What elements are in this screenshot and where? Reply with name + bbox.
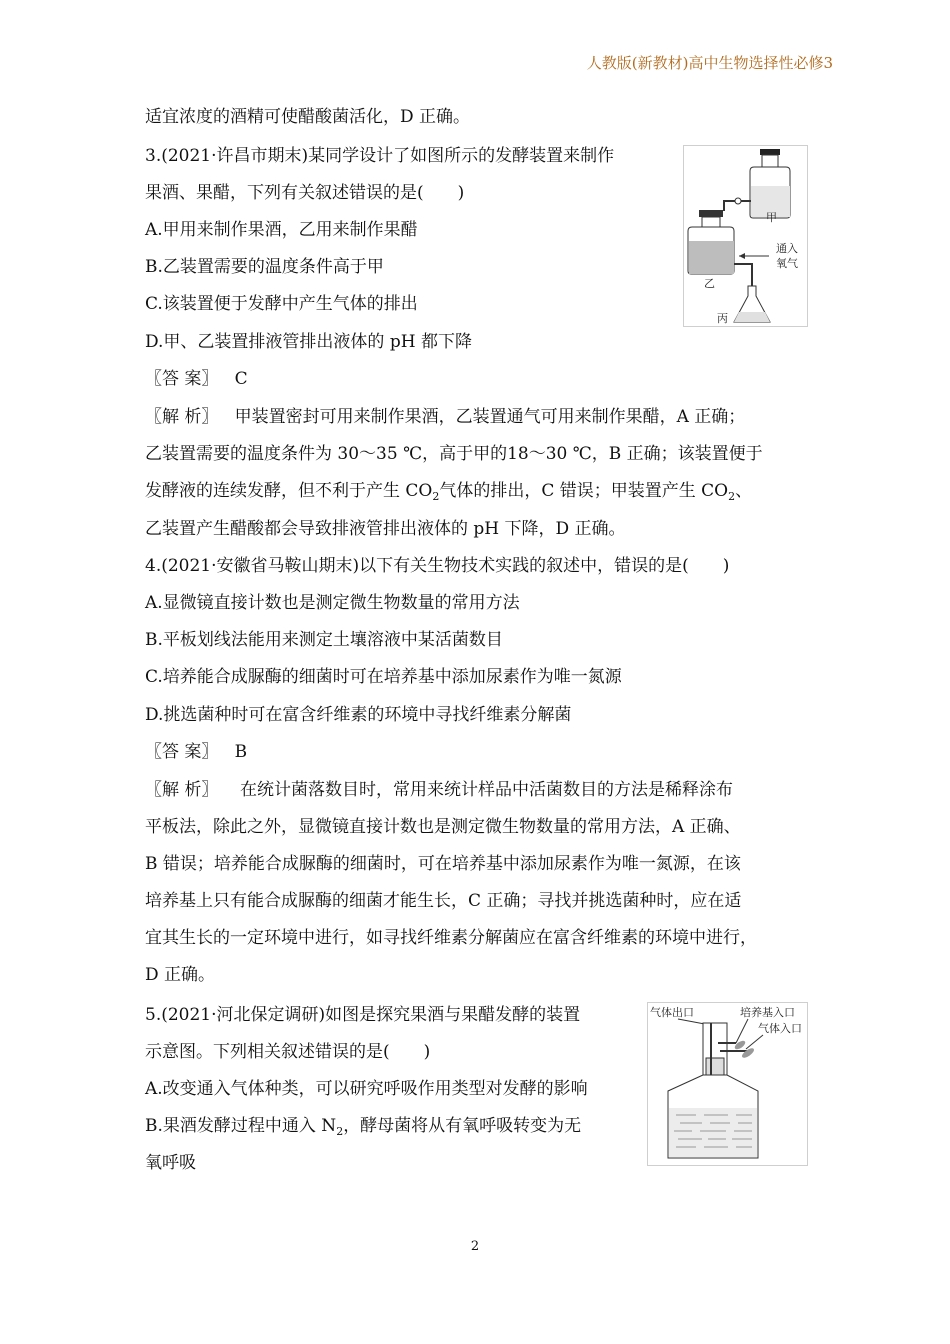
q3-analysis-text1: 甲装置密封可用来制作果酒，乙装置通气可用来制作果醋，A 正确； [234,407,746,427]
analysis-tag: 〖解 析〗 [145,780,219,800]
q4-option-c: C.培养能合成脲酶的细菌时可在培养基中添加尿素作为唯一氮源 [145,667,622,687]
q5-option-b-line2: 氧呼吸 [145,1153,196,1173]
subscript-2: 2 [432,490,440,503]
q3-fermentation-apparatus-figure [683,145,808,327]
q5-option-b-line1 [145,1114,581,1138]
q2-tail-text: 适宜浓度的酒精可使醋酸菌活化，D 正确。 [145,107,471,127]
q3-analysis-line2: 乙装置需要的温度条件为 30～35 ℃，高于甲的18～30 ℃，B 正确；该装置便于 [145,444,763,464]
figure-label-yi: 乙 [704,277,715,290]
figure-label-inlet-1: 通入 [776,242,798,255]
q3-analysis-text3c: 、 [735,481,753,501]
running-header: 人教版(新教材)高中生物选择性必修3 [586,54,833,72]
q5-stem-line2: 示意图。下列相关叙述错误的是( ) [145,1042,431,1062]
q3-apparatus-drawing [684,146,807,326]
q3-stem-line2: 果酒、果醋，下列有关叙述错误的是( ) [145,183,465,203]
q3-option-d: D.甲、乙装置排液管排出液体的 pH 都下降 [145,332,472,352]
q3-option-c: C.该装置便于发酵中产生气体的排出 [145,294,418,314]
q4-analysis-line1 [145,778,733,802]
q3-option-a: A.甲用来制作果酒，乙用来制作果醋 [145,220,418,240]
answer-tag: 〖答 案〗 [145,369,219,389]
q3-answer-row [145,367,248,391]
q3-analysis-line3 [145,479,752,503]
q5-option-a: A.改变通入气体种类，可以研究呼吸作用类型对发酵的影响 [145,1079,588,1099]
q3-analysis-line1 [145,405,745,429]
subscript-2: 2 [728,490,736,503]
q5-option-b-text1a: B.果酒发酵过程中通入 N [145,1116,337,1136]
figure-label-inlet-2: 氧气 [776,257,798,270]
q5-fermentation-apparatus-figure [647,1002,808,1166]
q4-answer: B [234,742,248,762]
q3-option-b: B.乙装置需要的温度条件高于甲 [145,257,384,277]
q4-analysis-line4: 培养基上只有能合成脲酶的细菌才能生长，C 正确；寻找并挑选菌种时，应在适 [145,891,742,911]
q4-analysis-text1: 在统计菌落数目时，常用来统计样品中活菌数目的方法是稀释涂布 [240,780,734,800]
figure-label-bing: 丙 [717,312,728,325]
q4-option-a: A.显微镜直接计数也是测定微生物数量的常用方法 [145,593,520,613]
q4-option-b: B.平板划线法能用来测定土壤溶液中某活菌数目 [145,630,503,650]
q3-analysis-line4: 乙装置产生醋酸都会导致排液管排出液体的 pH 下降，D 正确。 [145,519,626,539]
q5-option-b-text1b: ，酵母菌将从有氧呼吸转变为无 [343,1116,582,1136]
q4-option-d: D.挑选菌种时可在富含纤维素的环境中寻找纤维素分解菌 [145,705,572,725]
q4-answer-row [145,740,247,764]
q4-analysis-line3: B 错误；培养能合成脲酶的细菌时，可在培养基中添加尿素作为唯一氮源，在该 [145,854,741,874]
figure-label-medium-inlet: 培养基入口 [740,1006,795,1019]
q3-answer: C [234,369,248,389]
q3-analysis-text3a: 发酵液的连续发酵，但不利于产生 CO [145,481,433,501]
q5-stem-line1: 5.(2021·河北保定调研)如图是探究果酒与果醋发酵的装置 [145,1005,581,1025]
answer-tag: 〖答 案〗 [145,742,219,762]
figure-label-jia: 甲 [766,211,777,224]
q3-stem-line1: 3.(2021·许昌市期末)某同学设计了如图所示的发酵装置来制作 [145,146,615,166]
q4-stem: 4.(2021·安徽省马鞍山期末)以下有关生物技术实践的叙述中，错误的是( ) [145,556,730,576]
q3-analysis-text3b: 气体的排出，C 错误；甲装置产生 CO [439,481,729,501]
analysis-tag: 〖解 析〗 [145,407,219,427]
figure-label-gas-outlet: 气体出口 [650,1006,694,1019]
q5-apparatus-drawing [648,1003,807,1165]
subscript-2: 2 [336,1125,344,1138]
q4-analysis-line5: 宜其生长的一定环境中进行，如寻找纤维素分解菌应在富含纤维素的环境中进行， [145,928,757,948]
page-number: 2 [470,1239,480,1254]
q4-analysis-line2: 平板法，除此之外，显微镜直接计数也是测定微生物数量的常用方法，A 正确、 [145,817,741,837]
q4-analysis-line6: D 正确。 [145,965,216,985]
figure-label-gas-inlet: 气体入口 [758,1022,802,1035]
